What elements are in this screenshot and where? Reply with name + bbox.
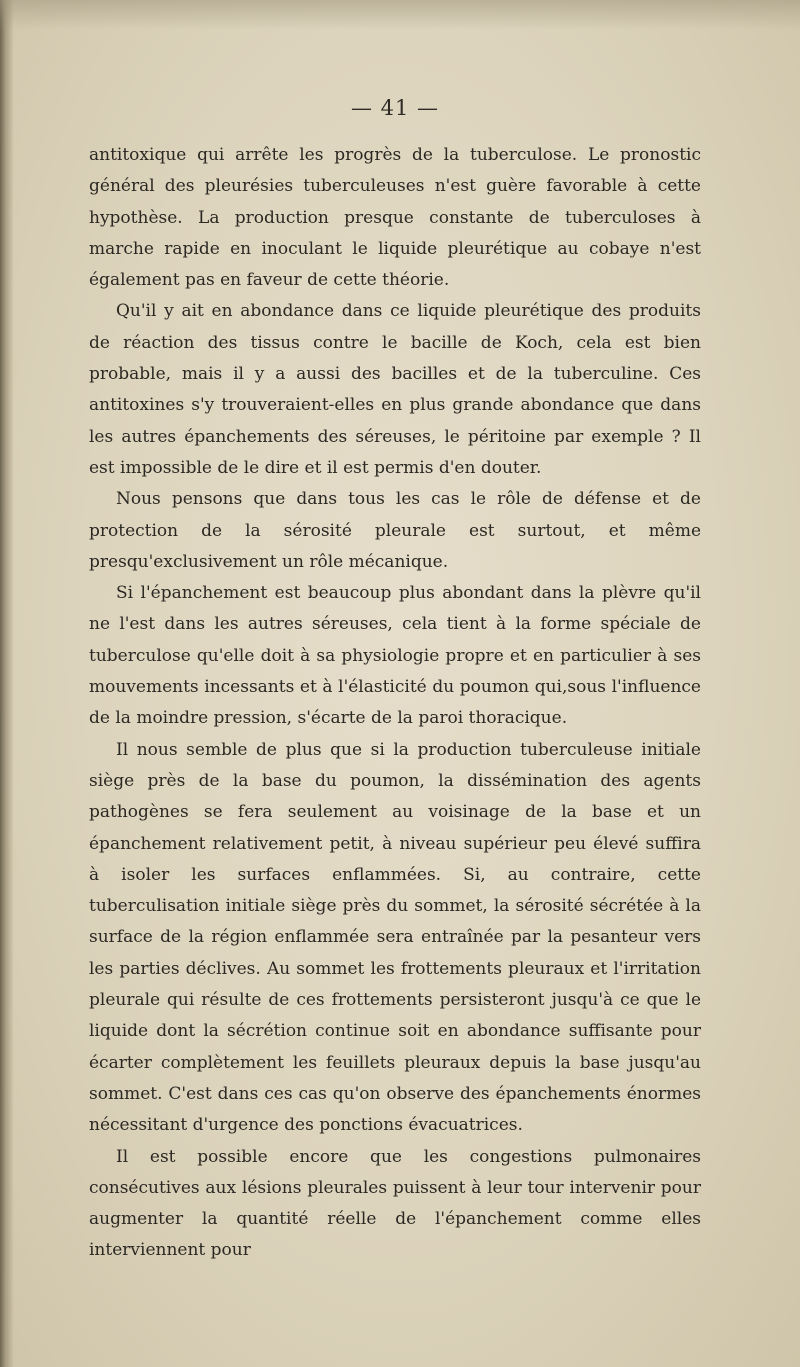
paragraph: Nous pensons que dans tous les cas le rôle de défense et de protection de la sérosité pleurale est surtout, et même presqu'exclusivement un rôle mécanique. bbox=[89, 489, 701, 572]
top-edge-shadow bbox=[0, 0, 800, 30]
paragraph: Il est possible encore que les congestions pulmonaires consécutives aux lésions pleurales puissent à leur tour intervenir pour augmenter la quantité réelle de l'épanchement comme elles interviennent pour bbox=[89, 1146, 701, 1261]
binding-shadow bbox=[0, 0, 14, 1367]
paragraph: Qu'il y ait en abondance dans ce liquide pleurétique des produits de réaction des tissus contre le bacille de Koch, cela est bien probable, mais il y a aussi des bacilles et de la tuberculine. Ces antitoxines s'y trouveraient-elles en plus grande abondance que dans les autres épanchements des séreuses, le péritoine par exemple ? Il est impossible de le dire et il est permis d'en douter. bbox=[89, 301, 701, 478]
paragraph: Si l'épanchement est beaucoup plus abondant dans la plèvre qu'il ne l'est dans les autres séreuses, cela tient à la forme spéciale de tuberculose qu'elle doit à sa physiologie propre et en particulier à ses mouvements incessants et à l'élasticité du poumon qui,sous l'influence de la moindre pression, s'écarte de la paroi thoracique. bbox=[89, 583, 701, 729]
paragraph: Il nous semble de plus que si la production tuberculeuse initiale siège près de la base du poumon, la dissémination des agents pathogènes se fera seulement au voisinage de la base et un épanchement relativement petit, à niveau supérieur peu élevé suffira à isoler les surfaces enflammées. Si, au contraire, cette tuberculisation initiale siège près du sommet, la sérosité sécrétée à la surface de la région enflammée sera entraînée par la pesanteur vers les parties déclives. Au sommet les frottements pleuraux et l'irritation pleurale qui résulte de ces frottements persisteront jusqu'à ce que le liquide dont la sécrétion continue soit en abondance suffisante pour écarter complètement les feuillets pleuraux depuis la base jusqu'au sommet. C'est dans ces cas qu'on observe des épanchements énormes nécessitant d'urgence des ponctions évacuatrices. bbox=[89, 739, 701, 1136]
body-text bbox=[89, 140, 701, 1267]
paragraph: antitoxique qui arrête les progrès de la tuberculose. Le pronostic général des pleurésies tuberculeuses n'est guère favorable à cette hypothèse. La production presque constante de tuberculoses à marche rapide en inoculant le liquide pleurétique au cobaye n'est également pas en faveur de cette théorie. bbox=[89, 145, 701, 291]
page-number: — 41 — bbox=[350, 96, 440, 120]
